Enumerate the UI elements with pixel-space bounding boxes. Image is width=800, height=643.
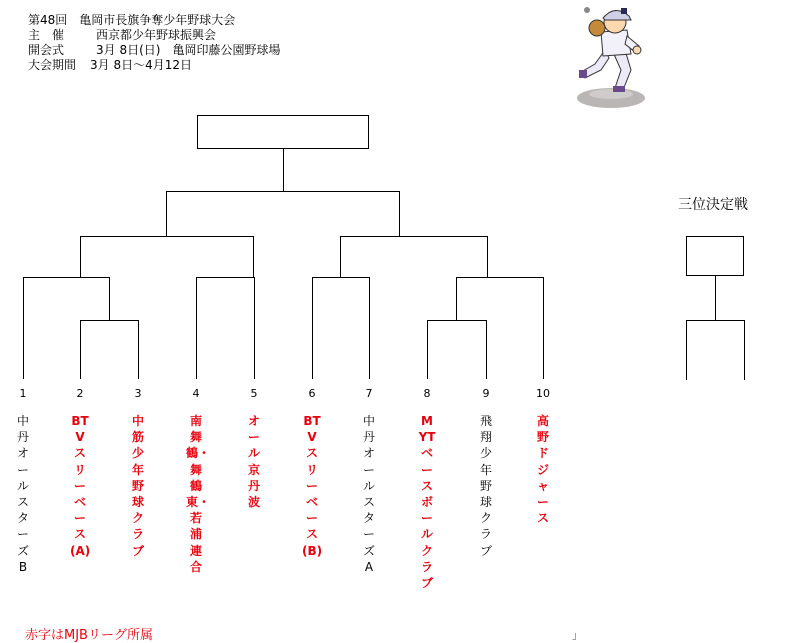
- team-name: 中丹オールスターズA: [362, 414, 375, 574]
- organizer-value: 西京都少年野球振興会: [96, 28, 217, 42]
- team-name: 中筋少年野球クラブ: [131, 414, 144, 558]
- tournament-title: 第48回 亀岡市長旗争奪少年野球大会: [28, 13, 236, 27]
- team-name: オール京丹波: [247, 414, 260, 510]
- team-name: 中丹オールスターズB: [16, 414, 29, 574]
- team-number: 2: [76, 387, 84, 400]
- team-name: 高野ドジャース: [536, 414, 549, 526]
- team-number: 9: [482, 387, 490, 400]
- team-number: 3: [134, 387, 142, 400]
- team-number: 8: [423, 387, 431, 400]
- team-number: 10: [536, 387, 550, 400]
- corner-mark: 」: [572, 631, 582, 642]
- team-number: 5: [250, 387, 258, 400]
- team-name: 飛翔少年野球クラブ: [479, 414, 492, 558]
- team-number: 7: [365, 387, 373, 400]
- third-place-label: 三位決定戦: [678, 197, 748, 213]
- opening-ceremony-value: 3月 8日(日) 亀岡印藤公園野球場: [96, 43, 281, 57]
- team-number: 6: [308, 387, 316, 400]
- team-name: MYTベースボールクラブ: [418, 414, 436, 591]
- tournament-period-label: 大会期間: [28, 58, 77, 72]
- team-number: 1: [19, 387, 27, 400]
- team-number: 4: [192, 387, 200, 400]
- mjb-footnote: 赤字はMJBリーグ所属: [25, 628, 153, 643]
- organizer-label: 主 催: [28, 28, 65, 42]
- team-name: 南舞鶴・舞鶴東・若浦連合: [186, 414, 211, 574]
- opening-ceremony-label: 開会式: [28, 43, 65, 57]
- team-name: BTVスリーベース(A): [70, 414, 91, 558]
- team-name: BTVスリーベース(B): [302, 414, 323, 558]
- tournament-period-value: 3月 8日〜4月12日: [90, 58, 192, 72]
